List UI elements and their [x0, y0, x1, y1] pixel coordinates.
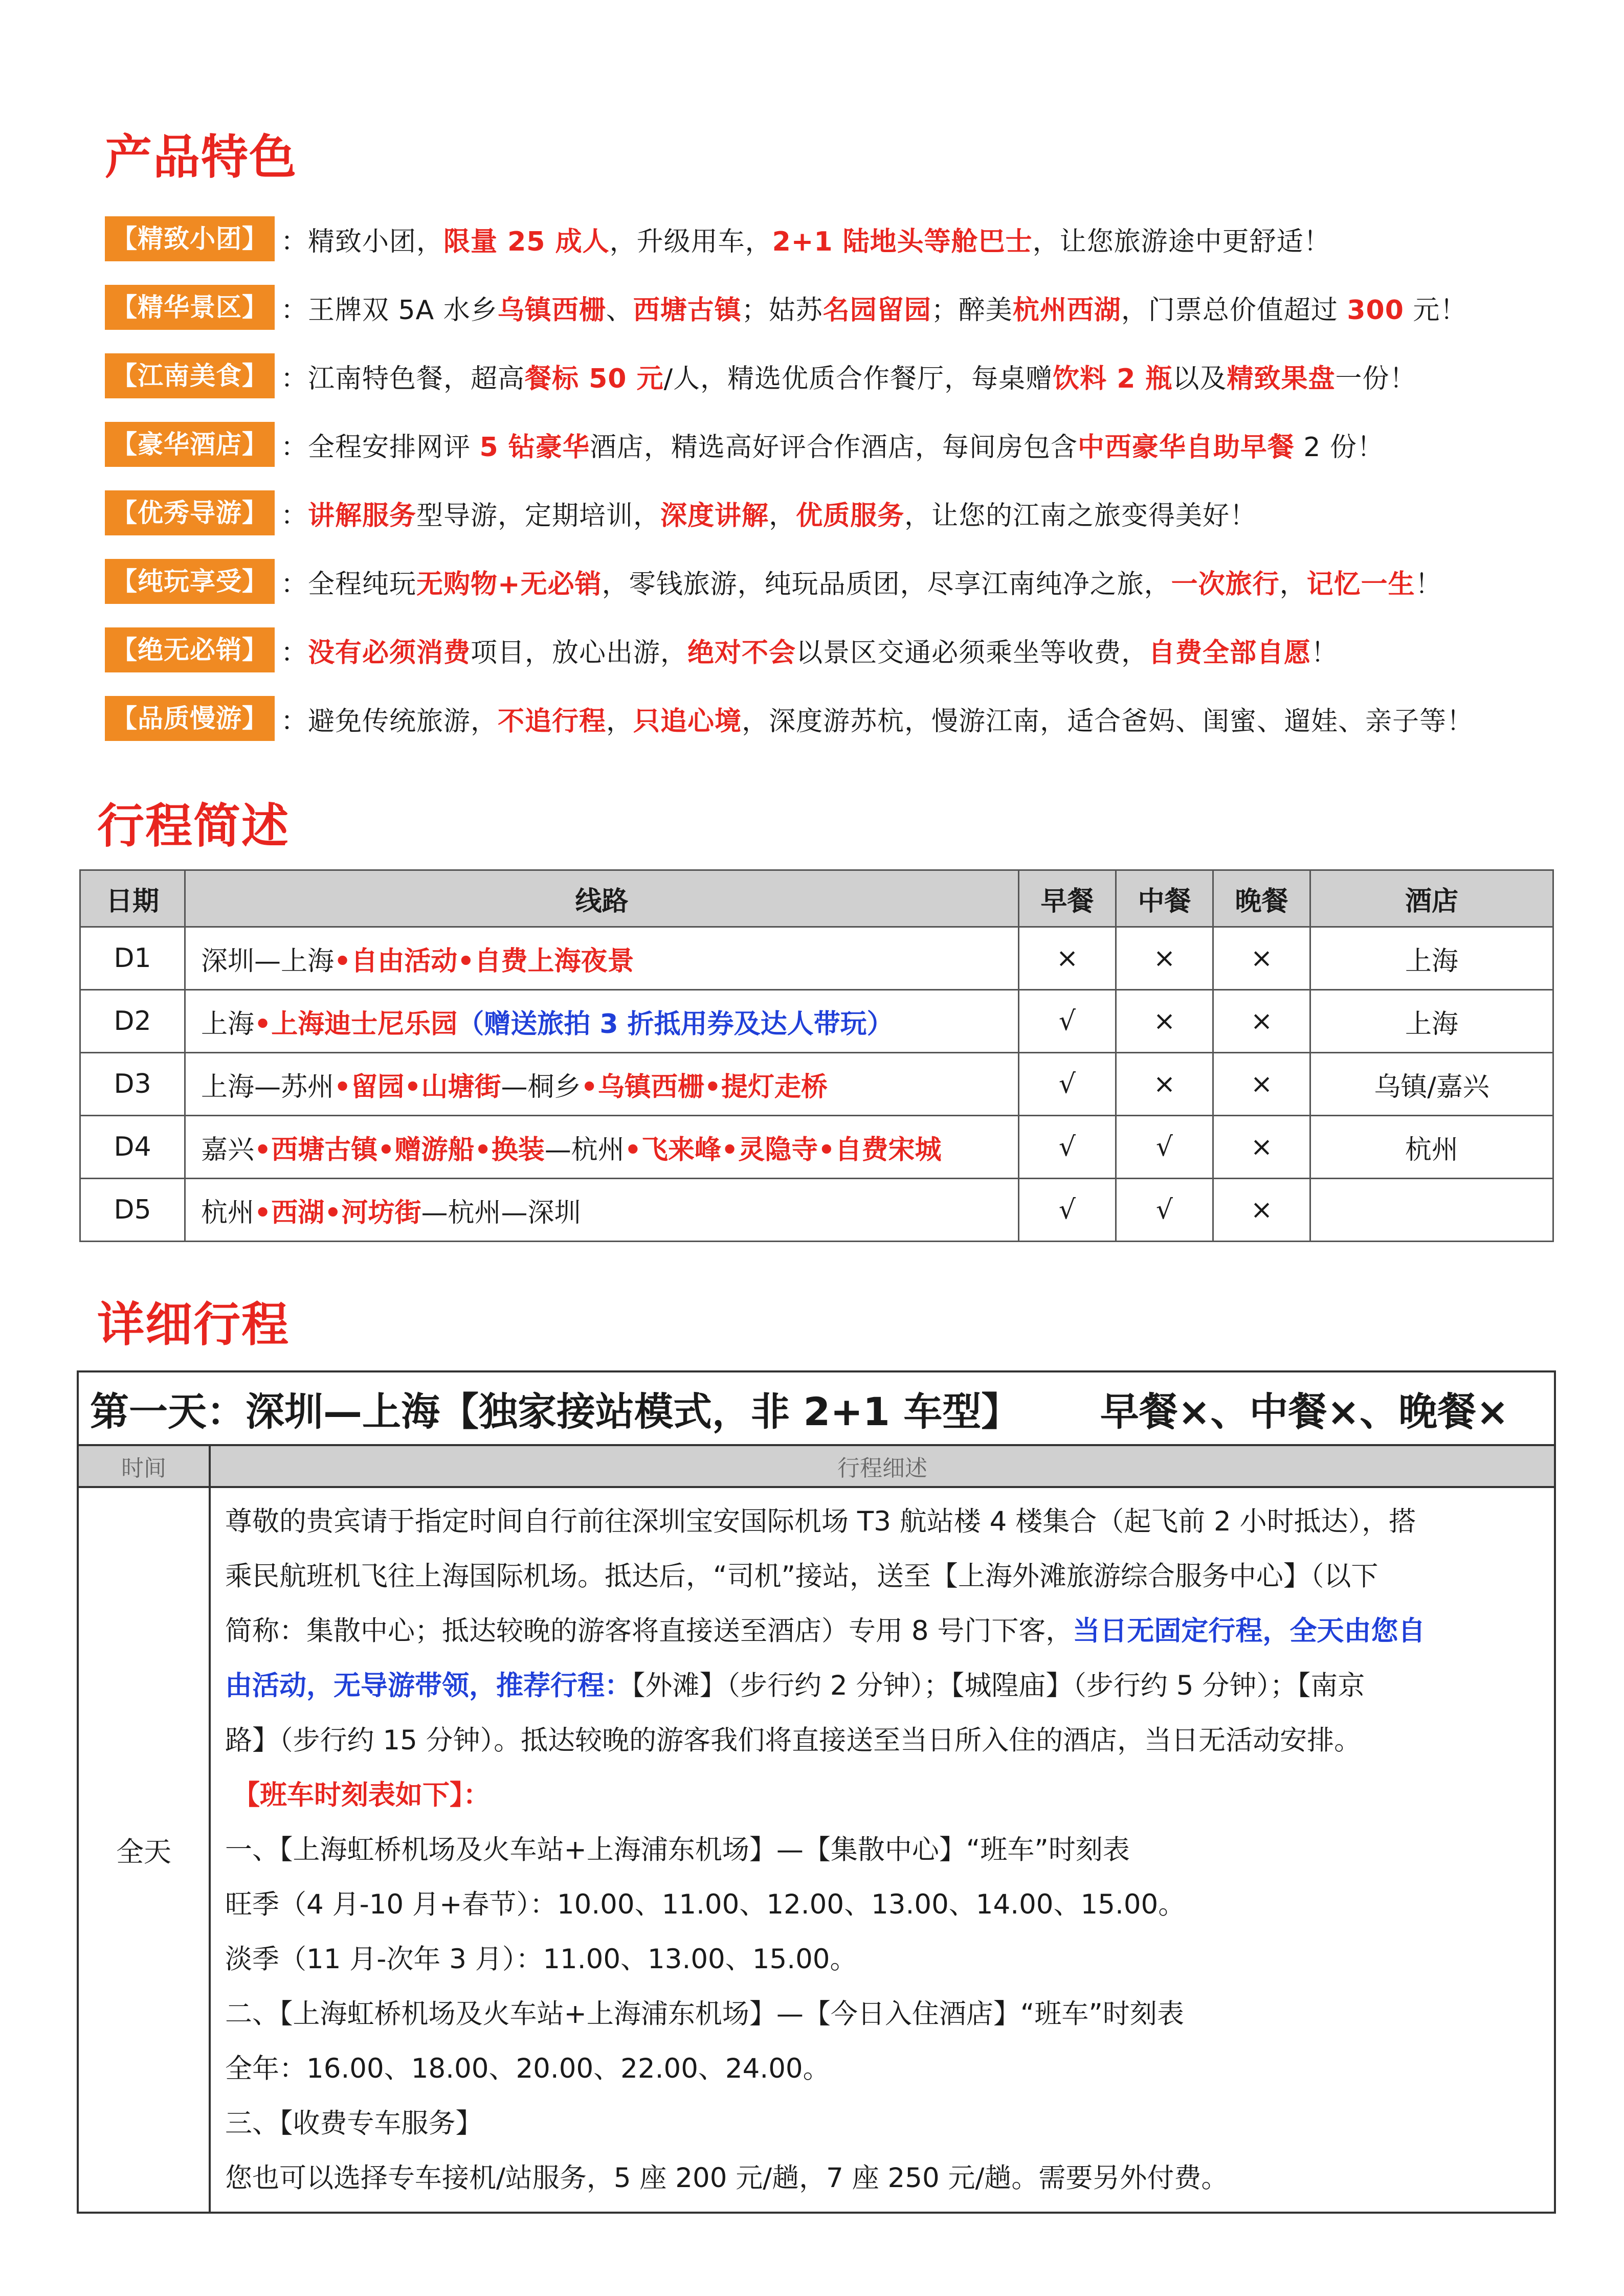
description-line — [225, 1658, 1540, 1713]
text-segment: 中西豪华自助早餐 — [1077, 432, 1295, 463]
text-segment: 绝对不会 — [687, 637, 796, 668]
text-segment: 一次旅行 — [1171, 569, 1280, 600]
feature-text — [281, 562, 1442, 601]
description-line — [225, 1604, 1540, 1658]
lunch-cell: × — [1116, 927, 1213, 990]
text-segment: 限量 25 成人 — [443, 226, 610, 257]
text-segment: ，让您旅游途中更舒适！ — [1032, 226, 1331, 257]
text-segment: 杭州西湖 — [1012, 295, 1121, 326]
text-segment: ， — [769, 500, 796, 531]
text-segment: •飞来峰•灵隐寺•自费宋城 — [624, 1134, 942, 1165]
text-segment: •乌镇西栅•提灯走桥 — [581, 1071, 828, 1102]
itinerary-summary-table — [79, 869, 1554, 1242]
header-time: 时间 — [78, 1445, 210, 1487]
day1-title: 第一天：深圳—上海【独家接站模式，非 2+1 车型】 — [90, 1388, 1020, 1434]
text-segment: ！ — [1311, 637, 1339, 668]
text-segment: 淡季（11 月-次年 3 月）：11.00、13.00、15.00。 — [225, 1944, 857, 1975]
text-segment: 没有必须消费 — [308, 637, 471, 668]
text-segment: •西湖•河坊街 — [254, 1197, 421, 1228]
summary-row — [80, 1053, 1553, 1116]
feature-row — [105, 487, 1257, 538]
text-segment: 2 份！ — [1294, 432, 1385, 463]
hotel-cell: 上海 — [1310, 990, 1553, 1053]
lunch-cell: √ — [1116, 1179, 1213, 1242]
text-segment: 上海—苏州 — [201, 1071, 335, 1102]
route-cell — [185, 1053, 1019, 1116]
text-segment: •自由活动•自费上海夜景 — [334, 946, 634, 977]
text-segment: 精致果盘 — [1227, 363, 1336, 394]
text-segment: 名园留园 — [822, 295, 931, 326]
text-segment: ：避免传统旅游， — [281, 706, 498, 737]
summary-row — [80, 1179, 1553, 1242]
text-segment: （赠送旅拍 3 折抵用券及达人带玩） — [457, 1008, 894, 1040]
feature-text — [281, 357, 1417, 395]
text-segment: 以及 — [1172, 363, 1227, 394]
text-segment: 深度讲解 — [660, 500, 769, 531]
text-segment: 西塘古镇 — [633, 295, 742, 326]
summary-row — [80, 927, 1553, 990]
description-line — [225, 1768, 1540, 1822]
lunch-cell: × — [1116, 1053, 1213, 1116]
day-cell: D2 — [80, 990, 185, 1053]
text-segment: 只追心境 — [633, 706, 742, 737]
text-segment: 讲解服务 — [308, 500, 417, 531]
description-line — [225, 1987, 1540, 2041]
description-line — [225, 1494, 1540, 1549]
description-line — [225, 2041, 1540, 2096]
text-segment: 饮料 2 瓶 — [1053, 363, 1173, 394]
feature-tag: 【精华景区】 — [105, 285, 275, 330]
text-segment: 上海 — [201, 1008, 255, 1040]
feature-text — [281, 425, 1384, 464]
summary-row — [80, 990, 1553, 1053]
day-cell: D4 — [80, 1116, 185, 1179]
description-line — [225, 1549, 1540, 1604]
day-cell: D5 — [80, 1179, 185, 1242]
breakfast-cell: √ — [1019, 1179, 1116, 1242]
breakfast-cell: √ — [1019, 1053, 1116, 1116]
feature-text — [281, 631, 1338, 669]
hotel-cell: 乌镇/嘉兴 — [1310, 1053, 1553, 1116]
text-segment: 元！ — [1404, 295, 1467, 326]
text-segment: 优质服务 — [796, 500, 905, 531]
text-segment: •留园•山塘街 — [334, 1071, 501, 1102]
description-line — [225, 2096, 1540, 2151]
text-segment: 【外滩】（步行约 2 分钟）；【城隍庙】（步行约 5 分钟）；【南京 — [632, 1670, 1365, 1701]
text-segment: 路】（步行约 15 分钟）。抵达较晚的游客我们将直接送至当日所入住的酒店，当日无活动安排。 — [225, 1725, 1362, 1756]
text-segment: 型导游，定期培训， — [416, 500, 661, 531]
text-segment: 、 — [606, 295, 633, 326]
text-segment: 餐标 50 元 — [525, 363, 664, 394]
dinner-cell: × — [1213, 1116, 1310, 1179]
text-segment: 300 — [1347, 295, 1404, 326]
description-line — [225, 2151, 1540, 2205]
feature-row — [105, 556, 1442, 607]
text-segment: 深圳—上海 — [201, 946, 335, 977]
text-segment: ： — [281, 637, 308, 668]
breakfast-cell: √ — [1019, 990, 1116, 1053]
text-segment: 【班车时刻表如下】： — [233, 1780, 491, 1811]
header-route: 线路 — [185, 870, 1019, 927]
text-segment: —杭州 — [544, 1134, 625, 1165]
text-segment: 简称：集散中心；抵达较晚的游客将直接送至酒店）专用 8 号门下客， — [225, 1615, 1073, 1647]
feature-text — [281, 220, 1331, 258]
hotel-cell — [1310, 1179, 1553, 1242]
summary-title: 行程简述 — [97, 799, 290, 853]
text-segment: 嘉兴 — [201, 1134, 255, 1165]
description-cell — [210, 1487, 1555, 2213]
text-segment: 一份！ — [1335, 363, 1417, 394]
text-segment: 当日无固定行程，全天由您自 — [1073, 1615, 1426, 1647]
text-segment: 以景区交通必须乘坐等收费， — [796, 637, 1149, 668]
text-segment: 旺季（4 月-10 月+春节）：10.00、11.00、12.00、13.00、14.00、15.00。 — [225, 1889, 1186, 1920]
text-segment: ；醉美 — [931, 295, 1013, 326]
text-segment: 2+1 陆地头等舱巴士 — [772, 226, 1033, 257]
text-segment: —杭州—深圳 — [421, 1197, 581, 1228]
text-segment: 自费全部自愿 — [1148, 637, 1311, 668]
day1-detail-table — [77, 1370, 1556, 2214]
text-segment: ：江南特色餐，超高 — [281, 363, 525, 394]
dinner-cell: × — [1213, 1053, 1310, 1116]
lunch-cell: × — [1116, 990, 1213, 1053]
header-hotel: 酒店 — [1310, 870, 1553, 927]
text-segment: 不追行程 — [498, 706, 607, 737]
features-title: 产品特色 — [105, 130, 298, 185]
day1-title-cell — [78, 1371, 1555, 1445]
text-segment: 乘民航班机飞往上海国际机场。抵达后，“司机”接站，送至【上海外滩旅游综合服务中心】（以下 — [225, 1561, 1378, 1592]
dinner-cell: × — [1213, 990, 1310, 1053]
text-segment: 由活动，无导游带领，推荐行程： — [225, 1670, 632, 1701]
text-segment: ，零钱旅游，纯玩品质团，尽享江南纯净之旅， — [602, 569, 1171, 600]
text-segment: 乌镇西栅 — [497, 295, 606, 326]
summary-row — [80, 1116, 1553, 1179]
time-cell: 全天 — [78, 1487, 210, 2213]
text-segment: ：王牌双 5A 水乡 — [281, 295, 498, 326]
description-line — [225, 1932, 1540, 1987]
text-segment: ，深度游苏杭，慢游江南，适合爸妈、闺蜜、遛娃、亲子等！ — [742, 706, 1474, 737]
text-segment: ，让您的江南之旅变得美好！ — [904, 500, 1257, 531]
route-cell — [185, 1179, 1019, 1242]
header-description: 行程细述 — [210, 1445, 1555, 1487]
text-segment: ，门票总价值超过 — [1121, 295, 1347, 326]
hotel-cell: 杭州 — [1310, 1116, 1553, 1179]
feature-tag: 【绝无必销】 — [105, 627, 275, 672]
feature-tag: 【精致小团】 — [105, 216, 275, 261]
text-segment: •西塘古镇•赠游船•换装 — [254, 1134, 545, 1165]
description-line — [225, 1822, 1540, 1877]
text-segment: —桐乡 — [501, 1071, 581, 1102]
text-segment: 杭州 — [201, 1197, 255, 1228]
text-segment: ；姑苏 — [741, 295, 823, 326]
text-segment: 全年：16.00、18.00、20.00、22.00、24.00。 — [225, 2053, 830, 2084]
detail-title: 详细行程 — [97, 1297, 290, 1352]
header-breakfast: 早餐 — [1019, 870, 1116, 927]
feature-tag: 【品质慢游】 — [105, 696, 275, 741]
text-segment: ：精致小团， — [281, 226, 444, 257]
header-lunch: 中餐 — [1116, 870, 1213, 927]
breakfast-cell: × — [1019, 927, 1116, 990]
text-segment: ：全程安排网评 — [281, 432, 480, 463]
feature-tag: 【纯玩享受】 — [105, 559, 275, 604]
header-date: 日期 — [80, 870, 185, 927]
feature-row — [105, 419, 1384, 470]
hotel-cell: 上海 — [1310, 927, 1553, 990]
day-cell: D1 — [80, 927, 185, 990]
text-segment: 三、【收费专车服务】 — [225, 2108, 483, 2139]
day1-meals: 早餐×、中餐×、晚餐× — [1100, 1388, 1509, 1434]
dinner-cell: × — [1213, 927, 1310, 990]
feature-tag: 【优秀导游】 — [105, 490, 275, 535]
text-segment: 一、【上海虹桥机场及火车站+上海浦东机场】—【集散中心】“班车”时刻表 — [225, 1834, 1130, 1865]
dinner-cell: × — [1213, 1179, 1310, 1242]
day-cell: D3 — [80, 1053, 185, 1116]
detail-header-row — [78, 1445, 1555, 1487]
text-segment: 5 钻豪华 — [479, 432, 590, 463]
feature-text — [281, 700, 1474, 738]
feature-row — [105, 624, 1338, 676]
text-segment: 您也可以选择专车接机/站服务，5 座 200 元/趟，7 座 250 元/趟。需要另外付费。 — [225, 2163, 1229, 2194]
feature-row — [105, 693, 1474, 744]
text-segment: 记忆一生 — [1306, 569, 1415, 600]
route-cell — [185, 927, 1019, 990]
feature-tag: 【豪华酒店】 — [105, 422, 275, 467]
feature-row — [105, 350, 1417, 401]
text-segment: 二、【上海虹桥机场及火车站+上海浦东机场】—【今日入住酒店】“班车”时刻表 — [225, 1998, 1184, 2030]
text-segment: 项目，放心出游， — [471, 637, 688, 668]
text-segment: 酒店，精选高好评合作酒店，每间房包含 — [589, 432, 1078, 463]
text-segment: ， — [606, 706, 634, 737]
breakfast-cell: √ — [1019, 1116, 1116, 1179]
header-dinner: 晚餐 — [1213, 870, 1310, 927]
lunch-cell: √ — [1116, 1116, 1213, 1179]
description-line — [225, 1713, 1540, 1768]
route-cell — [185, 990, 1019, 1053]
text-segment: •上海迪士尼乐园 — [254, 1008, 458, 1040]
route-cell — [185, 1116, 1019, 1179]
text-segment: ，升级用车， — [609, 226, 772, 257]
summary-header-row — [80, 870, 1553, 927]
text-segment: 尊敬的贵宾请于指定时间自行前往深圳宝安国际机场 T3 航站楼 4 楼集合（起飞前 2 小时抵达），搭 — [225, 1506, 1416, 1537]
text-segment: 无购物+无必销 — [416, 569, 602, 600]
feature-tag: 【江南美食】 — [105, 353, 275, 398]
text-segment: ！ — [1415, 569, 1442, 600]
text-segment: ： — [281, 500, 308, 531]
text-segment: /人，精选优质合作餐厅，每桌赠 — [663, 363, 1053, 394]
feature-row — [105, 282, 1467, 333]
feature-text — [281, 288, 1467, 327]
text-segment: ：全程纯玩 — [281, 569, 417, 600]
description-line — [225, 1877, 1540, 1932]
feature-text — [281, 494, 1257, 532]
feature-row — [105, 213, 1331, 264]
text-segment: ， — [1279, 569, 1307, 600]
